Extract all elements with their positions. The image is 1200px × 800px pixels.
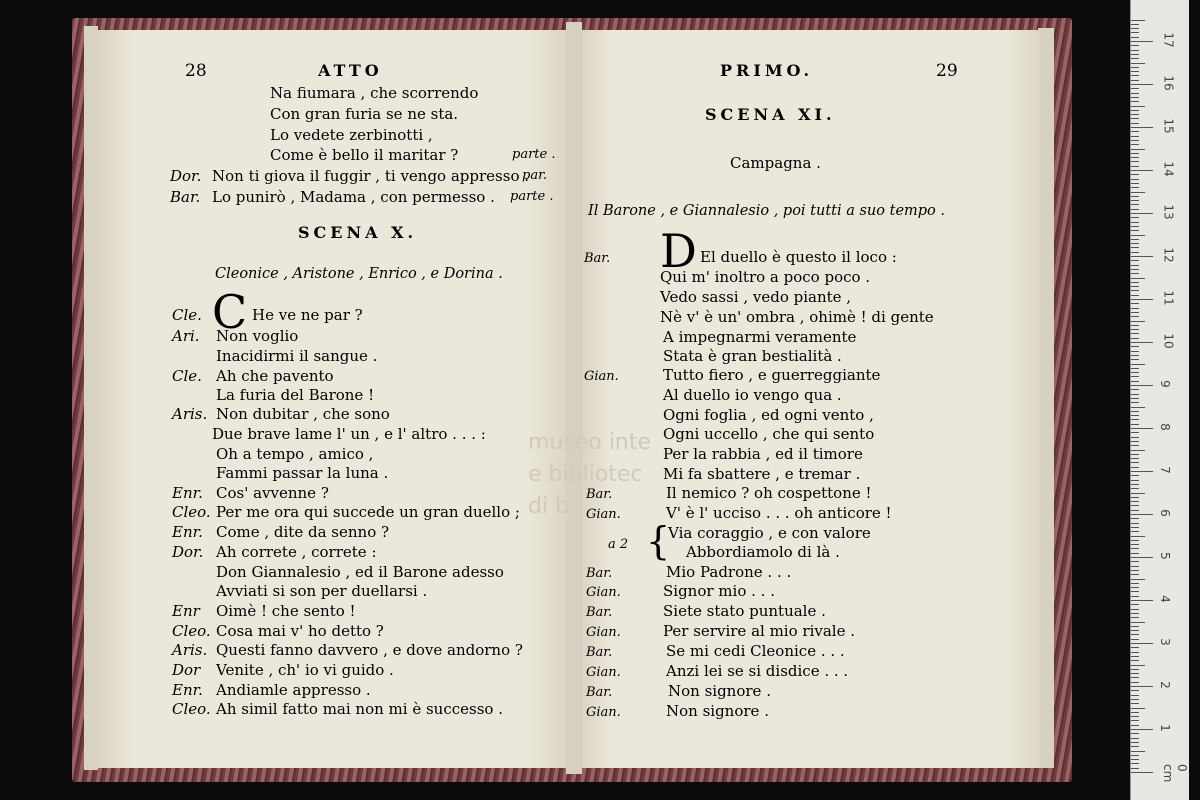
ruler-tick <box>1131 643 1153 644</box>
ruler-tick <box>1131 695 1139 696</box>
verse-line: Vedo sassi , vedo piante , <box>660 288 852 306</box>
ruler-tick <box>1131 548 1139 549</box>
verse-line: A impegnarmi veramente <box>663 328 857 346</box>
ruler-tick <box>1131 751 1145 752</box>
ruler-tick <box>1131 174 1139 175</box>
ruler-tick <box>1131 630 1139 631</box>
speaker-label: a 2 <box>608 537 629 552</box>
ruler-label: 5 <box>1157 552 1172 560</box>
stage-direction: parte . <box>512 147 556 162</box>
ruler-tick <box>1131 101 1139 102</box>
verse-line: Ah che pavento <box>216 367 334 385</box>
ruler-tick <box>1131 217 1139 218</box>
speaker-label: Gian. <box>586 507 621 522</box>
verse-line: Non dubitar , che sono <box>216 405 390 423</box>
verse-line: Stata è gran bestialità . <box>663 347 842 365</box>
ruler-label: 4 <box>1157 595 1172 603</box>
ruler-tick <box>1131 41 1153 42</box>
ruler-tick <box>1131 239 1139 240</box>
verse-line: Al duello io vengo qua . <box>663 386 842 404</box>
ruler-tick <box>1131 609 1139 610</box>
ruler-tick <box>1131 351 1139 352</box>
ruler-tick <box>1131 475 1139 476</box>
measurement-ruler <box>1130 0 1189 800</box>
ruler-tick <box>1131 415 1139 416</box>
ruler-tick <box>1131 454 1139 455</box>
verse-line: Avviati si son per duellarsi . <box>216 582 428 600</box>
ruler-tick <box>1131 45 1139 46</box>
ruler-tick <box>1131 394 1139 395</box>
speaker-label: Cleo. <box>172 700 211 718</box>
ruler-tick <box>1131 467 1139 468</box>
ruler-tick <box>1131 37 1139 38</box>
ruler-label: 1 <box>1157 724 1172 732</box>
running-head: ATTO <box>318 61 383 80</box>
ruler-tick <box>1131 359 1139 360</box>
ruler-tick <box>1131 286 1139 287</box>
ruler-tick <box>1131 153 1139 154</box>
ruler-tick <box>1131 260 1139 261</box>
verse-line: Per me ora qui succede un gran duello ; <box>216 503 520 521</box>
ruler-tick <box>1131 247 1139 248</box>
ruler-tick <box>1131 278 1145 279</box>
ruler-tick <box>1131 75 1139 76</box>
ruler-tick <box>1131 622 1145 623</box>
speaker-label: Aris. <box>172 405 208 423</box>
ruler-tick <box>1131 200 1139 201</box>
ruler-tick <box>1131 458 1139 459</box>
ruler-tick <box>1131 712 1139 713</box>
speaker-label: Bar. <box>586 487 613 502</box>
ruler-tick <box>1131 682 1139 683</box>
ruler-tick <box>1131 28 1139 29</box>
ruler-tick <box>1131 690 1139 691</box>
ruler-tick <box>1131 209 1139 210</box>
ruler-tick <box>1131 514 1153 515</box>
ruler-tick <box>1131 88 1139 89</box>
verse-line: Non voglio <box>216 327 299 345</box>
ruler-tick <box>1131 136 1139 137</box>
verse-line: Ogni foglia , ed ogni vento , <box>663 406 874 424</box>
ruler-tick <box>1131 626 1139 627</box>
ruler-tick <box>1131 647 1139 648</box>
ruler-label: 11 <box>1161 290 1176 306</box>
speaker-label: Dor <box>172 661 201 679</box>
ruler-tick <box>1131 518 1139 519</box>
ruler-tick <box>1131 54 1139 55</box>
ruler-tick <box>1131 243 1139 244</box>
ruler-tick <box>1131 123 1139 124</box>
ruler-tick <box>1131 170 1153 171</box>
ruler-label: 3 <box>1157 638 1172 646</box>
ruler-tick <box>1131 161 1139 162</box>
ruler-tick <box>1131 566 1139 567</box>
ruler-tick <box>1131 32 1139 33</box>
ruler-tick <box>1131 106 1145 107</box>
ruler-tick <box>1131 118 1139 119</box>
speaker-label: Cleo. <box>172 503 211 521</box>
ruler-tick <box>1131 183 1139 184</box>
verse-line: Fammi passar la luna . <box>216 464 389 482</box>
ruler-tick <box>1131 669 1139 670</box>
ruler-tick <box>1131 80 1139 81</box>
ruler-tick <box>1131 355 1139 356</box>
ruler-tick <box>1131 389 1139 390</box>
ruler-tick <box>1131 58 1139 59</box>
verse-line: Tutto fiero , e guerreggiante <box>663 366 881 384</box>
ruler-tick <box>1131 574 1139 575</box>
drop-cap: D <box>660 224 697 278</box>
speaker-label: Enr <box>172 602 200 620</box>
ruler-tick <box>1131 523 1139 524</box>
ruler-tick <box>1131 144 1139 145</box>
ruler-tick <box>1131 419 1139 420</box>
ruler-tick <box>1131 333 1139 334</box>
verse-line: Questi fanno davvero , e dove andorno ? <box>216 641 523 659</box>
ruler-tick <box>1131 110 1139 111</box>
ruler-label: 7 <box>1157 466 1172 474</box>
speaker-label: Bar. <box>586 566 613 581</box>
verse-line: He ve ne par ? <box>252 306 363 324</box>
page-number: 28 <box>185 61 207 81</box>
ruler-label: 10 <box>1161 333 1176 349</box>
speaker-label: Gian. <box>584 369 619 384</box>
scene-setting: Campagna . <box>730 154 821 172</box>
ruler-tick <box>1131 402 1139 403</box>
ruler-tick <box>1131 368 1139 369</box>
ruler-tick <box>1131 441 1139 442</box>
page-edge-right <box>1038 28 1054 768</box>
speaker-label: Gian. <box>586 625 621 640</box>
ruler-label: 15 <box>1161 118 1176 134</box>
ruler-tick <box>1131 140 1139 141</box>
cast-list: Il Barone , e Giannalesio , poi tutti a suo tempo . <box>588 203 945 219</box>
speaker-label: Cle. <box>172 306 202 324</box>
ruler-tick <box>1131 686 1153 687</box>
ruler-tick <box>1131 325 1139 326</box>
verse-line: Due brave lame l' un , e l' altro . . . : <box>212 425 486 443</box>
scene-title: SCENA X. <box>298 223 418 242</box>
verse-line: Don Giannalesio , ed il Barone adesso <box>216 563 504 581</box>
ruler-tick <box>1131 759 1139 760</box>
ruler-tick <box>1131 501 1139 502</box>
ruler-tick <box>1131 617 1139 618</box>
stage-direction: par. <box>522 168 547 183</box>
ruler-tick <box>1131 768 1139 769</box>
ruler-tick <box>1131 450 1145 451</box>
ruler-label: 9 <box>1157 380 1172 388</box>
ruler-tick <box>1131 527 1139 528</box>
verse-line: Per servire al mio rivale . <box>663 622 855 640</box>
ruler-tick <box>1131 67 1139 68</box>
verse-line: Mi fa sbattere , e tremar . <box>663 465 861 483</box>
book-gutter <box>566 22 582 774</box>
ruler-tick <box>1131 329 1139 330</box>
verse-line: Cosa mai v' ho detto ? <box>216 622 384 640</box>
ruler-tick <box>1131 579 1145 580</box>
verse-line: Per la rabbia , ed il timore <box>663 445 863 463</box>
verse-line: Con gran furia se ne sta. <box>270 105 459 123</box>
verse-line: Oh a tempo , amico , <box>216 445 374 463</box>
verse-line: Non signore . <box>668 682 771 700</box>
speaker-label: Ari. <box>172 327 200 345</box>
ruler-tick <box>1131 613 1139 614</box>
ruler-tick <box>1131 665 1145 666</box>
ruler-tick <box>1131 364 1145 365</box>
ruler-tick <box>1131 131 1139 132</box>
ruler-tick <box>1131 187 1139 188</box>
speaker-label: Bar. <box>586 645 613 660</box>
ruler-tick <box>1131 376 1139 377</box>
verse-line: Cos' avvenne ? <box>216 484 329 502</box>
ruler-tick <box>1131 50 1139 51</box>
ruler-label: 6 <box>1157 509 1172 517</box>
stage-direction: parte . <box>510 189 554 204</box>
ruler-tick <box>1131 699 1139 700</box>
ruler-tick <box>1131 725 1139 726</box>
speaker-label: Gian. <box>586 665 621 680</box>
ruler-tick <box>1131 755 1139 756</box>
ruler-tick <box>1131 290 1139 291</box>
ruler-tick <box>1131 235 1145 236</box>
ruler-tick <box>1131 437 1139 438</box>
verse-line: La furia del Barone ! <box>216 386 375 404</box>
ruler-tick <box>1131 312 1139 313</box>
ruler-tick <box>1131 772 1153 773</box>
running-head: PRIMO. <box>720 61 814 80</box>
watermark-line: di b <box>528 494 570 519</box>
ruler-tick <box>1131 381 1139 382</box>
ruler-tick <box>1131 677 1139 678</box>
ruler-tick <box>1131 634 1139 635</box>
ruler-label: 13 <box>1161 204 1176 220</box>
ruler-tick <box>1131 63 1145 64</box>
verse-line: El duello è questo il loco : <box>700 248 897 266</box>
ruler-tick <box>1131 385 1153 386</box>
ruler-tick <box>1131 510 1139 511</box>
ruler-tick <box>1131 230 1139 231</box>
verse-line: Qui m' inoltro a poco poco . <box>660 268 871 286</box>
ruler-tick <box>1131 372 1139 373</box>
speaker-label: Dor. <box>170 167 202 185</box>
verse-line: Siete stato puntuale . <box>663 602 826 620</box>
ruler-tick <box>1131 656 1139 657</box>
ruler-label: 8 <box>1157 423 1172 431</box>
ruler-label: 14 <box>1161 161 1176 177</box>
ruler-tick <box>1131 462 1139 463</box>
ruler-tick <box>1131 321 1145 322</box>
verse-line: Nè v' è un' ombra , ohimè ! di gente <box>660 308 934 326</box>
ruler-tick <box>1131 570 1139 571</box>
verse-line: Non ti giova il fuggir , ti vengo appresso . <box>212 167 530 185</box>
ruler-tick <box>1131 24 1139 25</box>
ruler-tick <box>1131 256 1153 257</box>
ruler-tick <box>1131 729 1153 730</box>
ruler-tick <box>1131 398 1139 399</box>
verse-line: Ah simil fatto mai non mi è successo . <box>216 700 503 718</box>
ruler-tick <box>1131 273 1139 274</box>
ruler-tick <box>1131 407 1145 408</box>
verse-line: Inacidirmi il sangue . <box>216 347 378 365</box>
ruler-tick <box>1131 204 1139 205</box>
ruler-tick <box>1131 192 1145 193</box>
ruler-label: 16 <box>1161 75 1176 91</box>
ruler-tick <box>1131 252 1139 253</box>
ruler-tick <box>1131 497 1139 498</box>
ruler-tick <box>1131 708 1145 709</box>
verse-line: Signor mio . . . <box>663 582 775 600</box>
ruler-tick <box>1131 308 1139 309</box>
speaker-label: Bar. <box>170 188 201 206</box>
ruler-tick <box>1131 20 1145 21</box>
ruler-tick <box>1131 561 1139 562</box>
speaker-label: Cleo. <box>172 622 211 640</box>
ruler-tick <box>1131 166 1139 167</box>
ruler-tick <box>1131 338 1139 339</box>
ruler-tick <box>1131 149 1145 150</box>
scene-title: SCENA XI. <box>705 105 836 124</box>
ruler-tick <box>1131 733 1139 734</box>
ruler-tick <box>1131 720 1139 721</box>
ruler-tick <box>1131 716 1139 717</box>
ruler-tick <box>1131 488 1139 489</box>
speaker-label: Enr. <box>172 523 203 541</box>
ruler-tick <box>1131 269 1139 270</box>
ruler-tick <box>1131 763 1139 764</box>
ruler-tick <box>1131 127 1153 128</box>
speaker-label: Cle. <box>172 367 202 385</box>
ruler-tick <box>1131 652 1139 653</box>
ruler-tick <box>1131 303 1139 304</box>
ruler-tick <box>1131 84 1153 85</box>
ruler-tick <box>1131 583 1139 584</box>
ruler-tick <box>1131 591 1139 592</box>
ruler-label: 2 <box>1157 681 1172 689</box>
ruler-tick <box>1131 484 1139 485</box>
page-number: 29 <box>936 61 958 81</box>
verse-line: Non signore . <box>666 702 769 720</box>
ruler-tick <box>1131 213 1153 214</box>
verse-line: Abbordiamolo di là . <box>686 543 840 561</box>
ruler-tick <box>1131 493 1145 494</box>
ruler-tick <box>1131 445 1139 446</box>
watermark-line: e bibliotec <box>528 462 643 487</box>
ruler-label: 12 <box>1161 247 1176 263</box>
ruler-label: 17 <box>1161 32 1176 48</box>
ruler-tick <box>1131 114 1139 115</box>
ruler-tick <box>1131 673 1139 674</box>
ruler-tick <box>1131 97 1139 98</box>
ruler-tick <box>1131 71 1139 72</box>
ruler-tick <box>1131 432 1139 433</box>
verse-line: V' è l' ucciso . . . oh anticore ! <box>666 504 892 522</box>
ruler-tick <box>1131 222 1139 223</box>
ruler-tick <box>1131 93 1139 94</box>
ruler-tick <box>1131 703 1139 704</box>
ruler-tick <box>1131 226 1139 227</box>
drop-cap: C <box>212 285 248 339</box>
ruler-tick <box>1131 660 1139 661</box>
verse-line: Ogni uccello , che qui sento <box>663 425 875 443</box>
verse-line: Oimè ! che sento ! <box>216 602 356 620</box>
speaker-label: Bar. <box>584 251 611 266</box>
verse-line: Come , dite da senno ? <box>216 523 390 541</box>
ruler-tick <box>1131 536 1145 537</box>
ruler-tick <box>1131 424 1139 425</box>
verse-line: Andiamle appresso . <box>216 681 371 699</box>
ruler-tick <box>1131 600 1153 601</box>
ruler-tick <box>1131 531 1139 532</box>
ruler-tick <box>1131 471 1153 472</box>
speaker-label: Bar. <box>586 685 613 700</box>
verse-line: Venite , ch' io vi guido . <box>216 661 394 679</box>
ruler-tick <box>1131 316 1139 317</box>
ruler-tick <box>1131 295 1139 296</box>
speaker-label: Gian. <box>586 705 621 720</box>
watermark-line: museo inte <box>528 430 652 455</box>
verse-line: Anzi lei se si disdice . . . <box>666 662 849 680</box>
ruler-tick <box>1131 544 1139 545</box>
ruler-tick <box>1131 639 1139 640</box>
ruler-tick <box>1131 742 1139 743</box>
ruler-tick <box>1131 346 1139 347</box>
speaker-label: Gian. <box>586 585 621 600</box>
ruler-tick <box>1131 738 1139 739</box>
ruler-tick <box>1131 179 1139 180</box>
ruler-tick <box>1131 557 1153 558</box>
verse-line: Lo vedete zerbinotti , <box>270 126 433 144</box>
verse-line: Come è bello il maritar ? <box>270 146 459 164</box>
ruler-tick <box>1131 282 1139 283</box>
verse-line: Na fiumara , che scorrendo <box>270 84 479 102</box>
speaker-label: Bar. <box>586 605 613 620</box>
speaker-label: Dor. <box>172 543 204 561</box>
ruler-tick <box>1131 480 1139 481</box>
ruler-tick <box>1131 587 1139 588</box>
speaker-label: Aris. <box>172 641 208 659</box>
ruler-tick <box>1131 596 1139 597</box>
ruler-tick <box>1131 196 1139 197</box>
speaker-label: Enr. <box>172 681 203 699</box>
ruler-tick <box>1131 505 1139 506</box>
ruler-label: 0 cm <box>1161 764 1189 783</box>
ruler-tick <box>1131 553 1139 554</box>
cast-list: Cleonice , Aristone , Enrico , e Dorina . <box>215 266 503 282</box>
ruler-tick <box>1131 299 1153 300</box>
verse-line: Il nemico ? oh cospettone ! <box>666 484 872 502</box>
ruler-tick <box>1131 428 1153 429</box>
verse-line: Se mi cedi Cleonice . . . <box>666 642 845 660</box>
brace-mark: { <box>646 519 671 563</box>
ruler-tick <box>1131 540 1139 541</box>
verse-line: Via coraggio , e con valore <box>668 524 871 542</box>
ruler-tick <box>1131 157 1139 158</box>
ruler-tick <box>1131 746 1139 747</box>
ruler-tick <box>1131 342 1153 343</box>
verse-line: Lo punirò , Madama , con permesso . <box>212 188 495 206</box>
ruler-tick <box>1131 604 1139 605</box>
speaker-label: Enr. <box>172 484 203 502</box>
verse-line: Mio Padrone . . . <box>666 563 792 581</box>
ruler-tick <box>1131 265 1139 266</box>
ruler-tick <box>1131 411 1139 412</box>
verse-line: Ah correte , correte : <box>216 543 377 561</box>
